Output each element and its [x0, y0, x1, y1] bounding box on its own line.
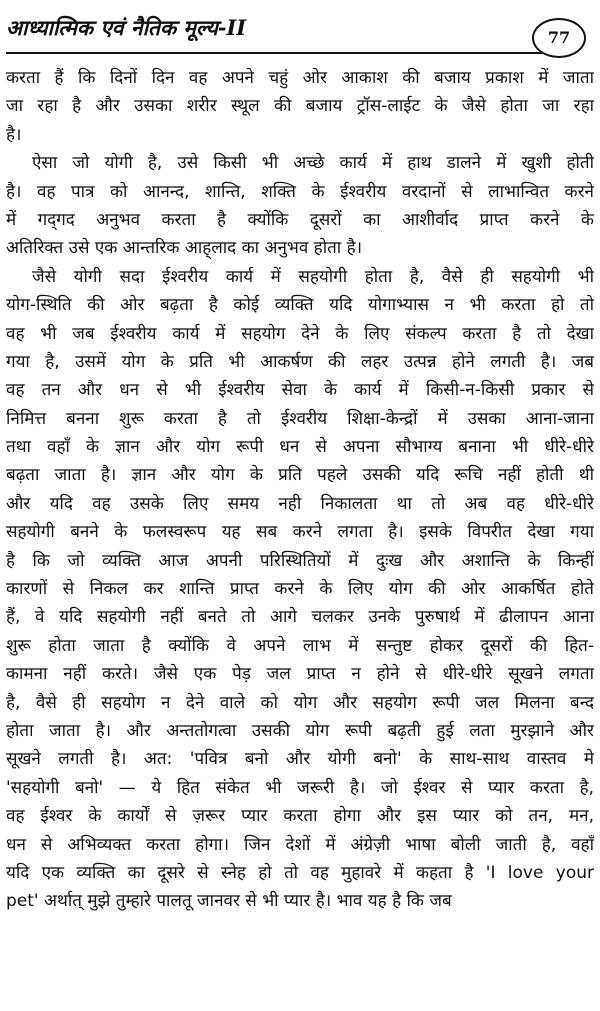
text-line: वह ईश्वर के कार्यों से ज़रूर प्यार करता होगा और इस प्यार को तन, मन, — [6, 806, 594, 827]
text-line: है। वह पात्र को आनन्द, शान्ति, शक्ति के ईश्वरीय वरदानों से लाभान्वित करने — [6, 181, 594, 202]
text-line: अतिरिक्त उसे एक आन्तरिक आह्‌लाद का अनुभव होता है। — [6, 238, 363, 259]
running-header-title: आध्यात्मिक एवं नैतिक मूल्य-II — [6, 15, 247, 40]
running-header — [6, 8, 594, 58]
text-line: है, वैसे ही सहयोग न देने वाले को योग और सहयोग रूपी जल मिलना बन्द — [6, 692, 594, 713]
text-line: सहयोगी बनने के फलस्वरूप यह सब करने लगता है। इसके विपरीत देखा गया — [6, 522, 594, 543]
text-line: सूखने लगती है। अत: 'पवित्र बनो और योगी बनो' के साथ-साथ वास्तव मे — [6, 749, 594, 770]
text-line: यदि एक व्यक्ति का दूसरे से स्नेह हो तो वह मुहावरे में कहता है 'I love your — [6, 862, 594, 883]
text-line: होता जाता है। और अन्ततोगत्वा उसकी योग रूपी बढ़ती हुई लता मुरझाने और — [6, 720, 594, 741]
text-line: pet' अर्थात् मुझे तुम्हारे पालतू जानवर से भी प्यार है। भाव यह है कि जब — [6, 891, 452, 912]
text-line: करता हैं कि दिनों दिन वह अपने चहुं ओर आकाश की बजाय प्रकाश में जाता — [6, 68, 594, 88]
paragraph — [6, 149, 594, 263]
text-line: कामना नहीं करते। जैसे एक पेड़ जल प्राप्त न होने से धीरे-धीरे सूखने लगता — [6, 664, 594, 685]
text-line: जैसे योगी सदा ईश्वरीय कार्य में सहयोगी होता है, वैसे ही सहयोगी भी — [32, 266, 594, 287]
paragraph — [6, 263, 594, 916]
text-line: है कि जो व्यक्ति आज अपनी परिस्थितियों में दुःख और अशान्ति के किन्हीं — [6, 550, 594, 571]
text-line: योग-स्थिति की ओर बढ़ता है कोई व्यक्ति यदि योगाभ्यास न भी करता हो तो — [6, 295, 594, 316]
text-line: कारणों से निकल कर शान्ति प्राप्त करने के लिए योग की ओर आकर्षित होते — [6, 579, 594, 600]
text-line: शुरू होता जाता है क्योंकि वे अपने लाभ में सन्तुष्ट होकर दूसरों की हित- — [6, 635, 594, 656]
page-number: 77 — [532, 18, 586, 58]
text-line: में गद्‌गद अनुभव करता है क्योंकि दूसरों का आशीर्वाद प्राप्त करने के — [6, 209, 594, 230]
text-line: वह भी जब ईश्वरीय कार्य में सहयोग देने के लिए संकल्प करता है तो देखा — [6, 323, 594, 344]
text-line: वह तन और धन से भी ईश्वरीय सेवा के कार्य में किसी-न-किसी प्रकार से — [6, 380, 594, 401]
text-line: हैं, वे यदि सहयोगी नहीं बनते तो आगे चलकर उनके पुरुषार्थ में ढीलापन आना — [6, 607, 594, 628]
text-line: तथा वहाँ के ज्ञान और योग रूपी धन से अपना सौभाग्य बनाना भी धीरे-धीरे — [6, 437, 594, 458]
text-line: जा रहा है और उसका शरीर स्थूल की बजाय ट्रॉस-लाईट के जैसे होता जा रहा — [6, 96, 594, 117]
text-line: धन से अभिव्यक्त करता होगा। जिन देशों में अंग्रेज़ी भाषा बोली जाती है, वहाँ — [6, 834, 594, 855]
text-line: 'सहयोगी बनो' — ये हित संकेत भी जरूरी है। जो ईश्वर से प्यार करता है, — [6, 777, 594, 798]
paragraph — [6, 64, 594, 149]
body-text — [6, 64, 594, 916]
text-line: निमित्त बनना शुरू करता है तो ईश्वरीय शिक्षा-केन्द्रों में उसका आना-जाना — [6, 408, 594, 429]
text-line: और यदि वह उसके लिए समय नही निकालता था तो अब वह धीरे-धीरे — [6, 493, 594, 514]
text-line: ऐसा जो योगी है, उसे किसी भी अच्छे कार्य में हाथ डालने में खुशी होती — [32, 153, 594, 174]
text-line: गया है, उसमें योग के प्रति भी आकर्षण की लहर उत्पन्न होने लगती है। जब — [6, 351, 594, 372]
header-rule — [6, 52, 566, 54]
text-line: बढ़ता जाता है। ज्ञान और योग के प्रति पहले उसकी यदि रूचि नहीं होती थी — [6, 465, 594, 486]
text-line: है। — [6, 124, 22, 145]
